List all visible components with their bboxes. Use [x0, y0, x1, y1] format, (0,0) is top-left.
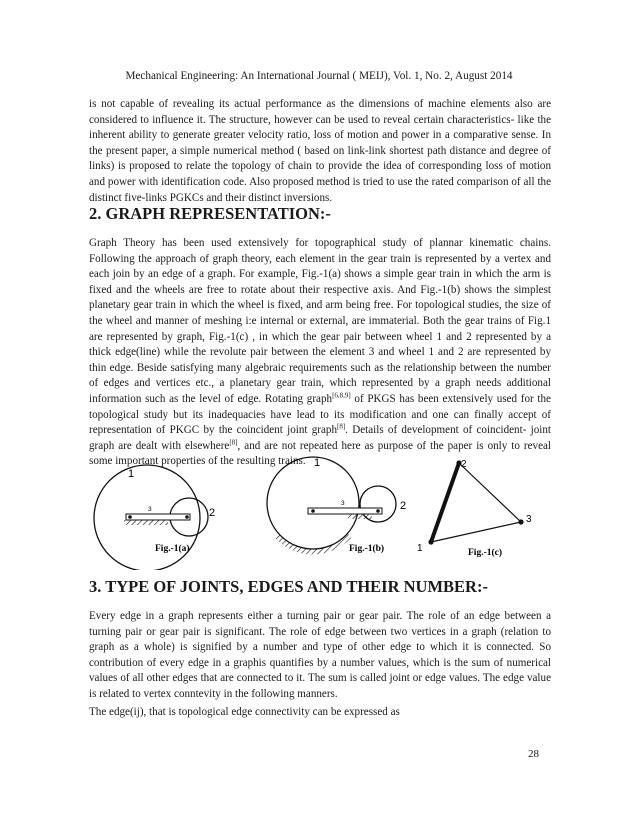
- figure-1a-gear-train: [94, 465, 215, 570]
- label-2: 2: [209, 507, 216, 519]
- vertex-3: [518, 519, 523, 524]
- revolute-edge: [431, 522, 521, 542]
- figure-1a-caption: Fig.-1(a): [155, 544, 190, 554]
- label-3: 3: [526, 514, 532, 525]
- figure-1b-planetary-gear-train: [267, 457, 406, 555]
- figure-1c-graph: [417, 459, 532, 558]
- section-2-heading: 2. GRAPH REPRESENTATION:-: [89, 204, 331, 223]
- fixed-hatch: [275, 533, 351, 555]
- gear-pair-edge: [431, 463, 459, 542]
- arm-3: [308, 508, 382, 514]
- label-2: 2: [400, 500, 407, 512]
- running-header: Mechanical Engineering: An International Journal ( MEIJ), Vol. 1, No. 2, August 2014: [125, 70, 513, 82]
- label-3: 3: [148, 506, 152, 513]
- label-3: 3: [341, 500, 345, 507]
- figure-1b-caption: Fig.-1(b): [349, 544, 385, 554]
- label-1: 1: [417, 543, 423, 554]
- section-2-text-c: . Details of development of coincident- joint graph are dealt with elsewhere: [89, 424, 551, 452]
- ground-hatch: [348, 514, 372, 519]
- arm-3: [126, 514, 190, 520]
- citation-ref: [6,8,9]: [332, 391, 351, 400]
- page-number: 28: [528, 748, 539, 760]
- label-1: 1: [128, 468, 135, 480]
- section-2-paragraph: [89, 236, 551, 470]
- intro-paragraph: is not capable of revealing its actual performance as the dimensions of machine elements also are considered to influence it. The structure, however can be used to reveal certain characteristics- like the inherent ability to generate greater velocity ratio, loss of motion and power in a comparative sense. In the present paper, a simple numerical method ( based on link-link shortest path distance and degree of links) is proposed to relate the topology of chain to provide the idea of corresponding loss of motion and power with identification code. Also proposed method is tried to use the rated comparison of all the distinct five-links PGKCs and their distinct inversions.: [89, 98, 551, 204]
- section-3-paragraph-2: The edge(ij), that is topological edge connectivity can be expressed as: [89, 706, 400, 718]
- label-1: 1: [314, 457, 321, 469]
- citation-ref: [8]: [229, 438, 238, 447]
- section-3-heading: 3. TYPE OF JOINTS, EDGES AND THEIR NUMBER:-: [89, 577, 488, 596]
- label-2: 2: [461, 459, 467, 470]
- section-3-paragraph-1: Every edge in a graph represents either a turning pair or gear pair. The role of an edge between a turning pair or gear pair is significant. The role of edge between two vertices in a graph (relation to graph as a whole) is signified by a number and type of other edge to which it is connected. So contribution of every edge in a graphis quantifies by a number values, which is the sum of numerical values of all other edges that are connected to it. The sum is called joint or edge values. The edge value is related to vertex conntevity in the following manners.: [89, 610, 551, 700]
- vertex-1: [428, 539, 433, 544]
- revolute-edge: [459, 463, 521, 522]
- figure-1c-caption: Fig.-1(c): [468, 548, 503, 558]
- section-2-text-b: of PKGS has been extensively used for the topological study but its inadequacies have lead to its modification and one can finally accept of representation of PKGC by the coincident joint graph: [89, 392, 551, 437]
- wheel-1: [267, 457, 359, 549]
- citation-ref: [8]: [337, 422, 346, 431]
- section-2-text-a: Graph Theory has been used extensively for topographical study of plannar kinematic chains. Following the approach of graph theory, each element in the gear train is represented by a vertex and each join by an edge of a graph. For example, Fig.-1(a) shows a simple gear train in which the arm is fixed and the wheels are free to rotate about their respective axis. And Fig.-1(b) shows the simplest planetary gear train in which the wheel is fixed, and arm being free. For topological studies, the size of the wheel and manner of meshing i:e internal or external, are immaterial. Both the gear trains of Fig.1 are represented by graph, Fig.-1(c) , in which the gear pair between wheel 1 and 2 represented by a thick edge(line) while the revolute pair between the element 3 and wheel 1 and 2 are represented by thin edge. Beside satisfying many algebraic requirements such as the relationship between the number of edges and vertices etc., a planetary gear train, which represented by a graph needs additional information such as the level of edge. Rotating graph: [89, 237, 551, 405]
- ground-hatch: [124, 520, 168, 525]
- section-2-text-d: , and are not repeated here as purpose of the paper is only to reveal some important properties of the resulting trains.: [89, 439, 551, 468]
- figure-1: [0, 450, 638, 570]
